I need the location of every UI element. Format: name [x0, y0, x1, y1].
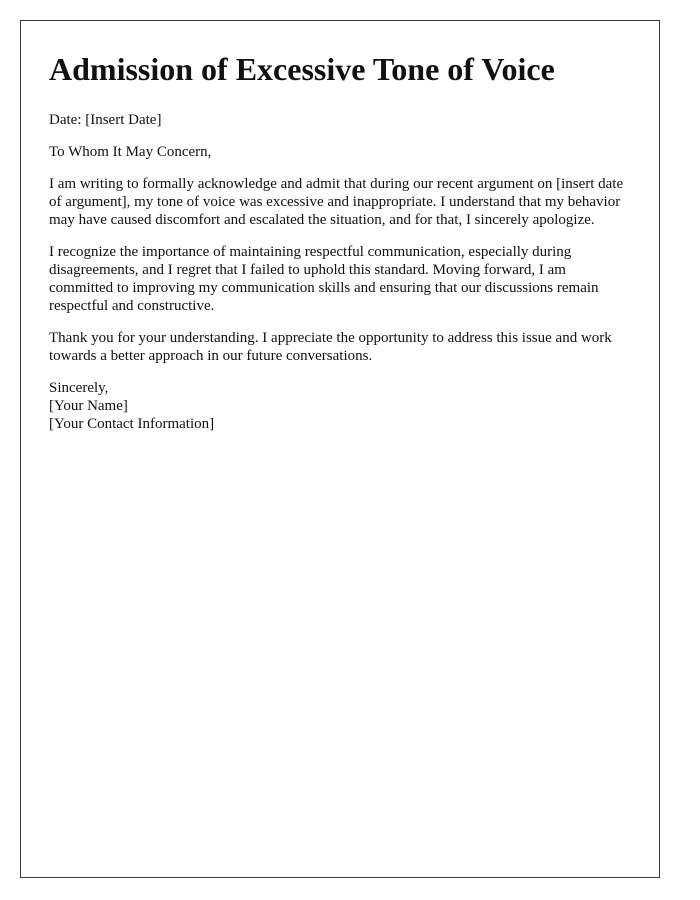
closing-text: Sincerely, [49, 380, 109, 396]
letter-page [20, 20, 660, 878]
body-paragraph-2: I recognize the importance of maintaining respectful communication, especially during disagreements, and I regret that I failed to uphold this standard. Moving forward, I am committed to improving my communication skills and ensuring that our discussions remain respectful and constructive. [49, 244, 599, 314]
salutation: To Whom It May Concern, [49, 144, 212, 160]
signature-name: [Your Name] [49, 398, 128, 414]
closing-block [49, 379, 633, 433]
body-paragraph-3: Thank you for your understanding. I appreciate the opportunity to address this issue and work towards a better approach in our future conversations. [49, 330, 612, 364]
page-title: Admission of Excessive Tone of Voice [49, 51, 555, 87]
letter-content [49, 49, 633, 433]
signature-contact: [Your Contact Information] [49, 416, 215, 432]
date-line: Date: [Insert Date] [49, 112, 162, 128]
body-paragraph-1: I am writing to formally acknowledge and admit that during our recent argument on [insert date of argument], my tone of voice was excessive and inappropriate. I understand that my behavior may have caused discomfort and escalated the situation, and for that, I sincerely apologize. [49, 176, 624, 228]
